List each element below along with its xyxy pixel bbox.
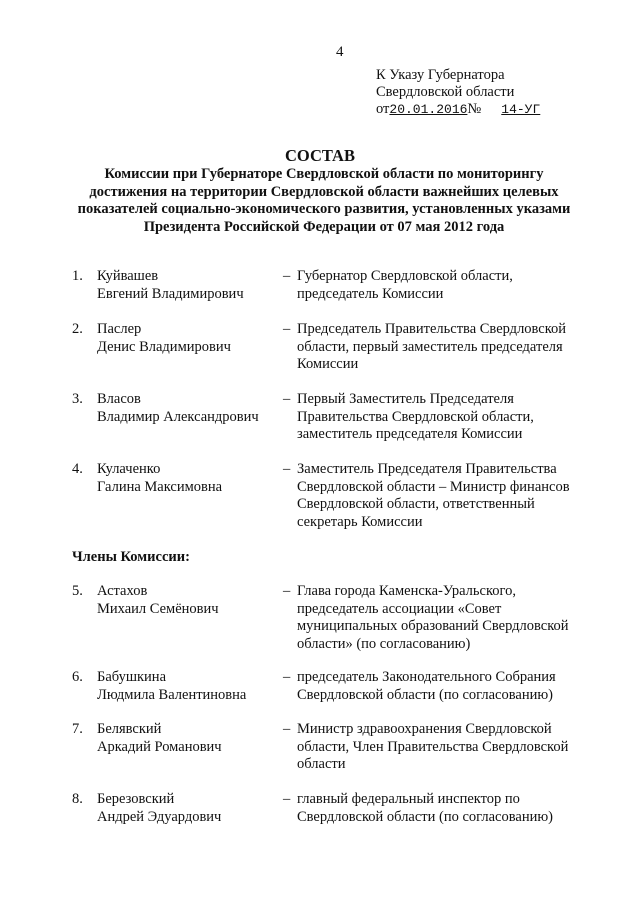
member-surname: Белявский <box>97 721 162 737</box>
annex-line-1: К Указу Губернатора <box>376 67 505 83</box>
entry-dash: – <box>283 791 291 807</box>
member-name <box>97 721 277 756</box>
member-given-name: Андрей Эдуардович <box>97 808 222 825</box>
annex-number-label: № <box>467 101 482 117</box>
entry-number: 1. <box>72 268 83 284</box>
role-line: Заместитель Председателя Правительства <box>297 461 557 477</box>
member-name <box>97 391 277 426</box>
role-line: Свердловской области (по согласованию) <box>297 686 554 703</box>
role-line: Правительства Свердловской области, <box>297 408 534 425</box>
role-line: Губернатор Свердловской области, <box>297 268 513 284</box>
entry-dash: – <box>283 721 291 737</box>
document-subtitle <box>66 166 582 236</box>
member-given-name: Аркадий Романович <box>97 738 222 755</box>
annex-date: 20.01.2016 <box>389 102 468 117</box>
role-line: Первый Заместитель Председателя <box>297 391 514 407</box>
member-surname: Кулаченко <box>97 461 161 477</box>
entry-number: 7. <box>72 721 83 737</box>
entry-dash: – <box>283 583 291 599</box>
document-title: СОСТАВ <box>285 146 355 165</box>
entry-number: 8. <box>72 791 83 807</box>
role-line: Глава города Каменска-Уральского, <box>297 583 516 599</box>
member-surname: Астахов <box>97 583 148 599</box>
entry-dash: – <box>283 461 291 477</box>
member-given-name: Галина Максимовна <box>97 478 223 495</box>
entry-dash: – <box>283 391 291 407</box>
member-given-name: Евгений Владимирович <box>97 285 244 302</box>
role-line: муниципальных образований Свердловской <box>297 618 569 634</box>
role-line: Свердловской области, ответственный <box>297 496 535 512</box>
role-line: главный федеральный инспектор по <box>297 791 520 807</box>
member-name <box>97 791 277 826</box>
member-surname: Бабушкина <box>97 669 167 685</box>
entry-dash: – <box>283 268 291 284</box>
member-surname: Куйвашев <box>97 268 159 284</box>
subtitle-line: Президента Российской Федерации от 07 мая 2012 года <box>143 218 505 235</box>
entry-number: 3. <box>72 391 83 407</box>
page-number: 4 <box>336 44 344 60</box>
member-role <box>297 721 597 774</box>
subtitle-line: показателей социально-экономического развития, установленных указами <box>77 201 571 217</box>
role-line: Министр здравоохранения Свердловской <box>297 721 552 737</box>
entry-number: 6. <box>72 669 83 685</box>
role-line: Председатель Правительства Свердловской <box>297 321 567 337</box>
member-name <box>97 669 277 704</box>
entry-dash: – <box>283 669 291 685</box>
annex-line-2: Свердловской области <box>376 84 515 100</box>
entry-number: 4. <box>72 461 83 477</box>
entry-dash: – <box>283 321 291 337</box>
role-line: области» (по согласованию) <box>297 635 471 652</box>
role-line: области, первый заместитель председателя <box>297 338 563 355</box>
member-name <box>97 461 277 496</box>
role-line: Комиссии <box>297 356 359 372</box>
member-given-name: Михаил Семёнович <box>97 600 219 617</box>
role-line: области, Член Правительства Свердловской <box>297 738 569 755</box>
members-heading: Члены Комиссии: <box>72 549 190 565</box>
entry-number: 5. <box>72 583 83 599</box>
role-line: области <box>297 756 346 772</box>
member-given-name: Денис Владимирович <box>97 338 231 355</box>
entry-number: 2. <box>72 321 83 337</box>
member-role <box>297 669 597 704</box>
annex-from-label: от <box>376 101 390 117</box>
member-given-name: Людмила Валентиновна <box>97 686 247 703</box>
member-role <box>297 461 597 531</box>
member-surname: Власов <box>97 391 141 407</box>
member-role <box>297 321 597 374</box>
member-surname: Березовский <box>97 791 175 807</box>
member-role <box>297 268 597 303</box>
role-line: председатель Комиссии <box>297 285 444 302</box>
annex-number: 14-УГ <box>501 102 541 117</box>
subtitle-line: Комиссии при Губернаторе Свердловской области по мониторингу <box>104 166 544 182</box>
member-given-name: Владимир Александрович <box>97 408 259 425</box>
role-line: заместитель председателя Комиссии <box>297 426 523 442</box>
role-line: Свердловской области (по согласованию) <box>297 808 554 825</box>
member-role <box>297 391 597 444</box>
role-line: Свердловской области – Министр финансов <box>297 478 570 495</box>
member-name <box>97 583 277 618</box>
member-name <box>97 321 277 356</box>
annex-date-line <box>376 101 554 118</box>
role-line: председатель Законодательного Собрания <box>297 669 556 685</box>
member-surname: Паслер <box>97 321 142 337</box>
member-role <box>297 791 597 826</box>
role-line: председатель ассоциации «Совет <box>297 600 502 617</box>
subtitle-line: достижения на территории Свердловской области важнейших целевых <box>89 183 559 200</box>
member-role <box>297 583 597 653</box>
member-name <box>97 268 277 303</box>
annex-block <box>376 67 554 118</box>
role-line: секретарь Комиссии <box>297 513 423 530</box>
